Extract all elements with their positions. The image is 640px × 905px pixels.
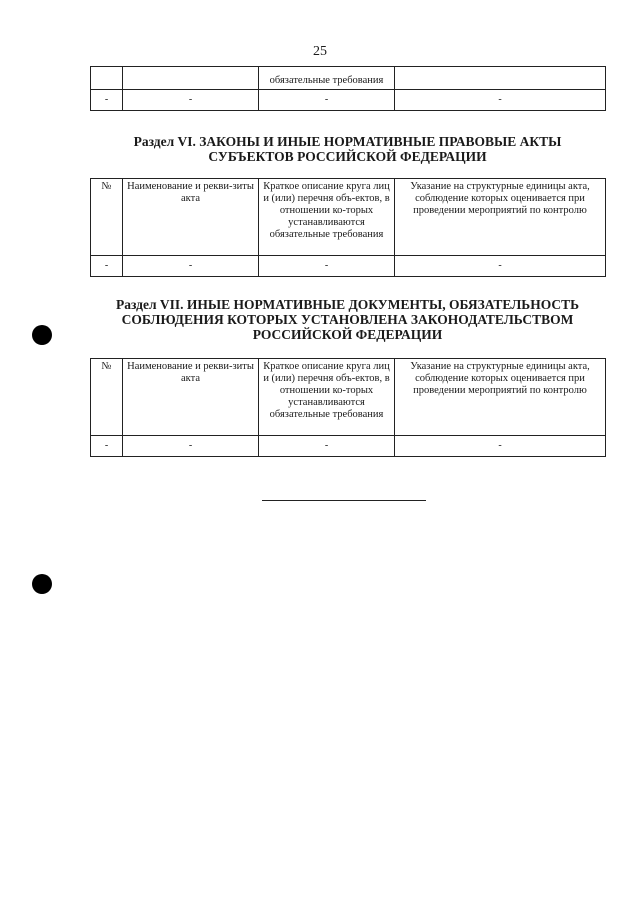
punch-hole-mark: [32, 325, 52, 345]
table-header-row: [91, 359, 606, 436]
section-6-heading: [90, 134, 605, 164]
table-cell: -: [123, 90, 259, 111]
column-header: №: [91, 179, 123, 256]
table-cell: -: [123, 256, 259, 277]
table-cell: -: [395, 256, 606, 277]
table-cell: [395, 67, 606, 90]
column-header: Наименование и рекви-зиты акта: [123, 179, 259, 256]
section-7-heading-line-2: СОБЛЮДЕНИЯ КОТОРЫХ УСТАНОВЛЕНА ЗАКОНОДАТЕЛЬСТВОМ: [121, 312, 574, 327]
table-cell: -: [259, 436, 395, 457]
table-row: [91, 67, 606, 90]
table-cell: обязательные требования: [259, 67, 395, 90]
section-6-heading-line-2: СУБЪЕКТОВ РОССИЙСКОЙ ФЕДЕРАЦИИ: [208, 149, 487, 164]
column-header: Указание на структурные единицы акта, соблюдение которых оценивается при проведении мероприятий по контролю: [395, 179, 606, 256]
punch-hole-mark: [32, 574, 52, 594]
section-7-heading: [90, 297, 605, 342]
section-7-table: [90, 358, 606, 457]
table-row: [91, 90, 606, 111]
table-cell: -: [123, 436, 259, 457]
table-cell: -: [395, 90, 606, 111]
table-header-row: [91, 179, 606, 256]
top-table: [90, 66, 606, 111]
column-header: №: [91, 359, 123, 436]
page-number: 25: [313, 44, 327, 59]
table-row: [91, 436, 606, 457]
table-row: [91, 256, 606, 277]
table-cell: -: [91, 436, 123, 457]
section-6-table: [90, 178, 606, 277]
section-6-heading-line-1: Раздел VI. ЗАКОНЫ И ИНЫЕ НОРМАТИВНЫЕ ПРАВОВЫЕ АКТЫ: [133, 134, 562, 149]
section-7-heading-line-3: РОССИЙСКОЙ ФЕДЕРАЦИИ: [252, 327, 443, 342]
table-cell: [123, 67, 259, 90]
table-cell: -: [395, 436, 606, 457]
table-cell: -: [259, 256, 395, 277]
column-header: Краткое описание круга лиц и (или) перечня объ-ектов, в отношении ко-торых устанавливаются обязательные требования: [259, 179, 395, 256]
column-header: Наименование и рекви-зиты акта: [123, 359, 259, 436]
column-header: Краткое описание круга лиц и (или) перечня объ-ектов, в отношении ко-торых устанавливаются обязательные требования: [259, 359, 395, 436]
table-cell: -: [259, 90, 395, 111]
end-divider-line: [262, 500, 426, 501]
table-cell: -: [91, 90, 123, 111]
column-header: Указание на структурные единицы акта, соблюдение которых оценивается при проведении мероприятий по контролю: [395, 359, 606, 436]
section-7-heading-line-1: Раздел VII. ИНЫЕ НОРМАТИВНЫЕ ДОКУМЕНТЫ, ОБЯЗАТЕЛЬНОСТЬ: [115, 297, 580, 312]
table-cell: [91, 67, 123, 90]
table-cell: -: [91, 256, 123, 277]
